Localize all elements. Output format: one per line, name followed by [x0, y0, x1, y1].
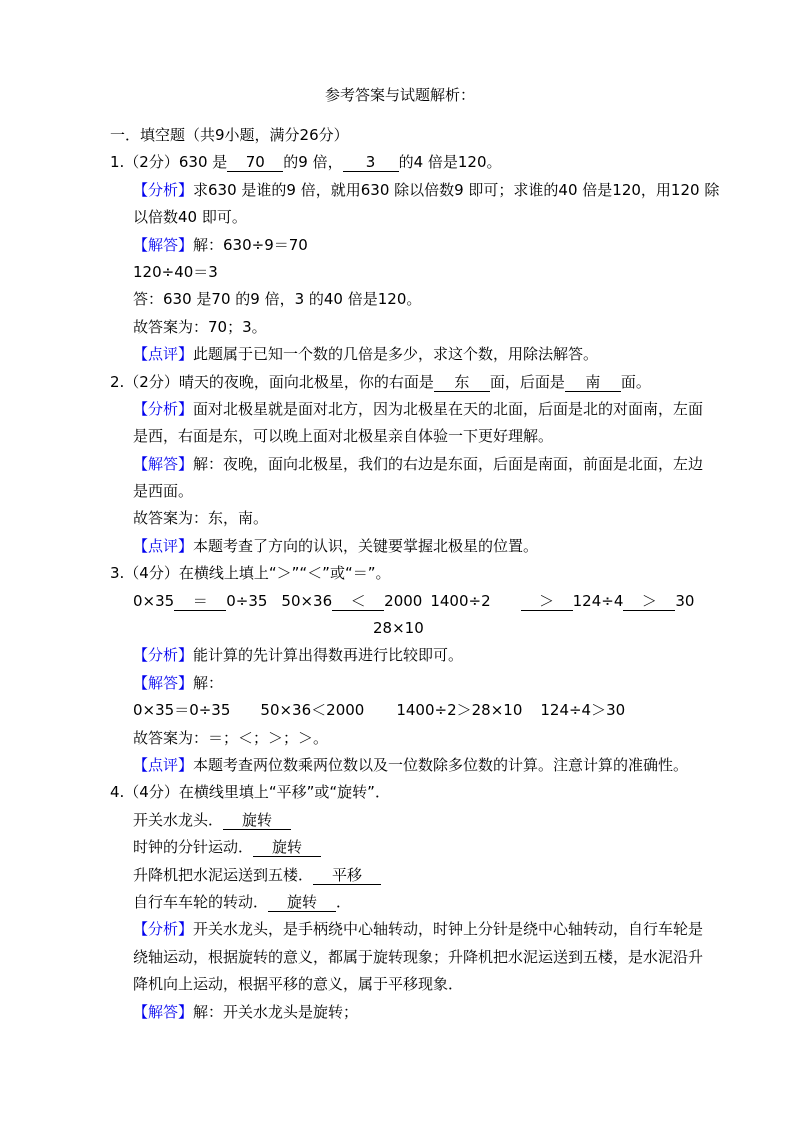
text-run: 是西，右面是东，可以晚上面对北极星亲自体验一下更好理解。	[133, 427, 554, 446]
text-run: 故答案为：＝；＜；＞；＞。	[133, 728, 329, 747]
answer-blank: 旋转	[223, 811, 291, 830]
text-run: 0×35＝0÷35	[133, 701, 231, 720]
text-run: 1400÷2＞28×10	[396, 701, 523, 720]
text-run: 解：	[193, 673, 224, 692]
q2-solution-line-2	[133, 478, 690, 505]
question-3	[110, 560, 690, 587]
question-2	[110, 369, 690, 396]
bracket-label: 【点评】	[133, 536, 194, 555]
answer-blank: 70	[227, 153, 283, 172]
spacer	[491, 605, 521, 606]
q2-comment	[133, 533, 690, 560]
q4-analysis-line-1	[133, 916, 704, 943]
q4-item-1	[133, 807, 690, 834]
document-body	[110, 122, 720, 1026]
text-run: 故答案为：70；3。	[133, 317, 267, 336]
q2-solution-line-1	[133, 451, 704, 478]
text-run: ．	[336, 892, 352, 911]
text-run: 的9 倍，	[283, 153, 343, 172]
text-run: 3.（4分）在横线上填上“＞”“＜”或“＝”。	[110, 564, 391, 583]
bracket-label: 【点评】	[133, 345, 194, 364]
q2-analysis-line-2	[133, 423, 690, 450]
answer-blank: 南	[565, 373, 621, 392]
text-run: 2000	[384, 591, 423, 610]
text-run: 本题考查两位数乘两位数以及一位数除多位数的计算。注意计算的准确性。	[193, 755, 689, 774]
text-run: 解：夜晚，面向北极星，我们的右边是东面，后面是南面，前面是北面，左边	[193, 454, 704, 473]
text-run: 升降机把水泥运送到五楼．	[133, 865, 314, 884]
text-run: 面对北极星就是面对北方，因为北极星在天的北面，后面是北的对面南，左面	[193, 399, 704, 418]
text-run: 120÷40＝3	[133, 262, 218, 281]
answer-blank: 旋转	[268, 893, 336, 912]
text-run: 此题属于已知一个数的几倍是多少，求这个数，用除法解答。	[193, 345, 599, 364]
spacer	[133, 632, 373, 633]
answer-blank: 旋转	[253, 838, 321, 857]
q4-item-4	[133, 889, 690, 916]
text-run: 50×36	[281, 591, 333, 610]
bracket-label: 【分析】	[133, 180, 194, 199]
text-run: 0×35	[133, 591, 175, 610]
q4-item-3	[133, 862, 690, 889]
q4-item-2	[133, 834, 690, 861]
q4-analysis-line-2	[133, 944, 704, 971]
text-run: 答：630 是70 的9 倍，3 的40 倍是120。	[133, 290, 422, 309]
q3-analysis	[133, 642, 690, 669]
text-run: 解：630÷9＝70	[193, 235, 308, 254]
q3-expression-wrapped	[133, 615, 690, 642]
bracket-label: 【点评】	[133, 755, 194, 774]
bracket-label: 【解答】	[133, 1002, 194, 1021]
text-run: 的4 倍是120。	[398, 153, 502, 172]
q3-solution-line-2	[133, 697, 690, 724]
q4-solution-line-1	[133, 999, 690, 1026]
text-run: 解：开关水龙头是旋转；	[193, 1002, 359, 1021]
bracket-label: 【解答】	[133, 235, 194, 254]
text-run: 以倍数40 即可。	[133, 208, 247, 227]
answer-blank: ＝	[174, 592, 226, 611]
text-run: 124÷4	[572, 591, 624, 610]
text-run: 开关水龙头．	[133, 810, 224, 829]
bracket-label: 【分析】	[133, 646, 194, 665]
question-1	[110, 149, 690, 176]
q2-analysis-line-1	[133, 396, 704, 423]
text-run: 1400÷2	[430, 591, 491, 610]
text-run: 降机向上运动，根据平移的意义，属于平移现象．	[133, 975, 464, 994]
q1-solution-line-4	[133, 314, 690, 341]
text-run: 28×10	[373, 619, 424, 638]
q3-expressions	[133, 588, 695, 615]
text-run: 能计算的先计算出得数再进行比较即可。	[193, 646, 464, 665]
text-run: 是西面。	[133, 482, 194, 501]
q3-comment	[133, 752, 690, 779]
answer-blank: 平移	[313, 866, 381, 885]
q1-analysis-line-1	[133, 177, 720, 204]
text-run: 4.（4分）在横线里填上“平移”或“旋转”．	[110, 783, 390, 802]
text-run: 故答案为：东，南。	[133, 509, 269, 528]
q4-analysis-line-3	[133, 971, 690, 998]
bracket-label: 【分析】	[133, 399, 194, 418]
answer-blank: ＞	[521, 592, 573, 611]
page-title: 参考答案与试题解析：	[324, 86, 475, 104]
answer-blank: 东	[434, 373, 490, 392]
bracket-label: 【分析】	[133, 920, 194, 939]
text-run: 50×36＜2000	[260, 701, 365, 720]
spacer	[522, 714, 540, 715]
q1-comment	[133, 341, 690, 368]
q1-solution-line-2	[133, 259, 690, 286]
text-run: 时钟的分针运动．	[133, 838, 254, 857]
text-run: 124÷4＞30	[540, 701, 626, 720]
spacer	[230, 714, 260, 715]
text-run: 0÷35	[226, 591, 268, 610]
q3-solution-line-3	[133, 725, 690, 752]
q2-solution-line-3	[133, 505, 690, 532]
answer-blank: 3	[343, 153, 399, 172]
text-run: 30	[675, 591, 695, 610]
q3-solution-line-1	[133, 670, 690, 697]
text-run: 面，后面是	[489, 372, 565, 391]
bracket-label: 【解答】	[133, 673, 194, 692]
answer-blank: ＜	[332, 592, 384, 611]
bracket-label: 【解答】	[133, 454, 194, 473]
section-header-fill-in	[110, 122, 690, 149]
q1-solution-line-3	[133, 286, 690, 313]
spacer	[364, 714, 396, 715]
answer-blank: ＞	[623, 592, 675, 611]
text-run: 面。	[620, 372, 651, 391]
text-run: 2.（2分）晴天的夜晚，面向北极星，你的右面是	[110, 372, 434, 391]
text-run: 一．填空题（共9小题，满分26分）	[110, 126, 349, 144]
q1-analysis-line-2	[133, 204, 690, 231]
text-run: 绕轴运动，根据旋转的意义，都属于旋转现象；升降机把水泥运送到五楼，是水泥沿升	[133, 947, 704, 966]
q1-solution-line-1	[133, 232, 690, 259]
text-run: 开关水龙头，是手柄绕中心轴转动，时钟上分针是绕中心轴转动，自行车轮是	[193, 920, 704, 939]
text-run: 自行车车轮的转动．	[133, 892, 269, 911]
spacer	[267, 605, 281, 606]
question-4	[110, 779, 690, 806]
text-run: 本题考查了方向的认识，关键要掌握北极星的位置。	[193, 536, 539, 555]
text-run: 1.（2分）630 是	[110, 153, 228, 172]
text-run: 求630 是谁的9 倍，就用630 除以倍数9 即可；求谁的40 倍是120，用120 除	[193, 180, 720, 199]
